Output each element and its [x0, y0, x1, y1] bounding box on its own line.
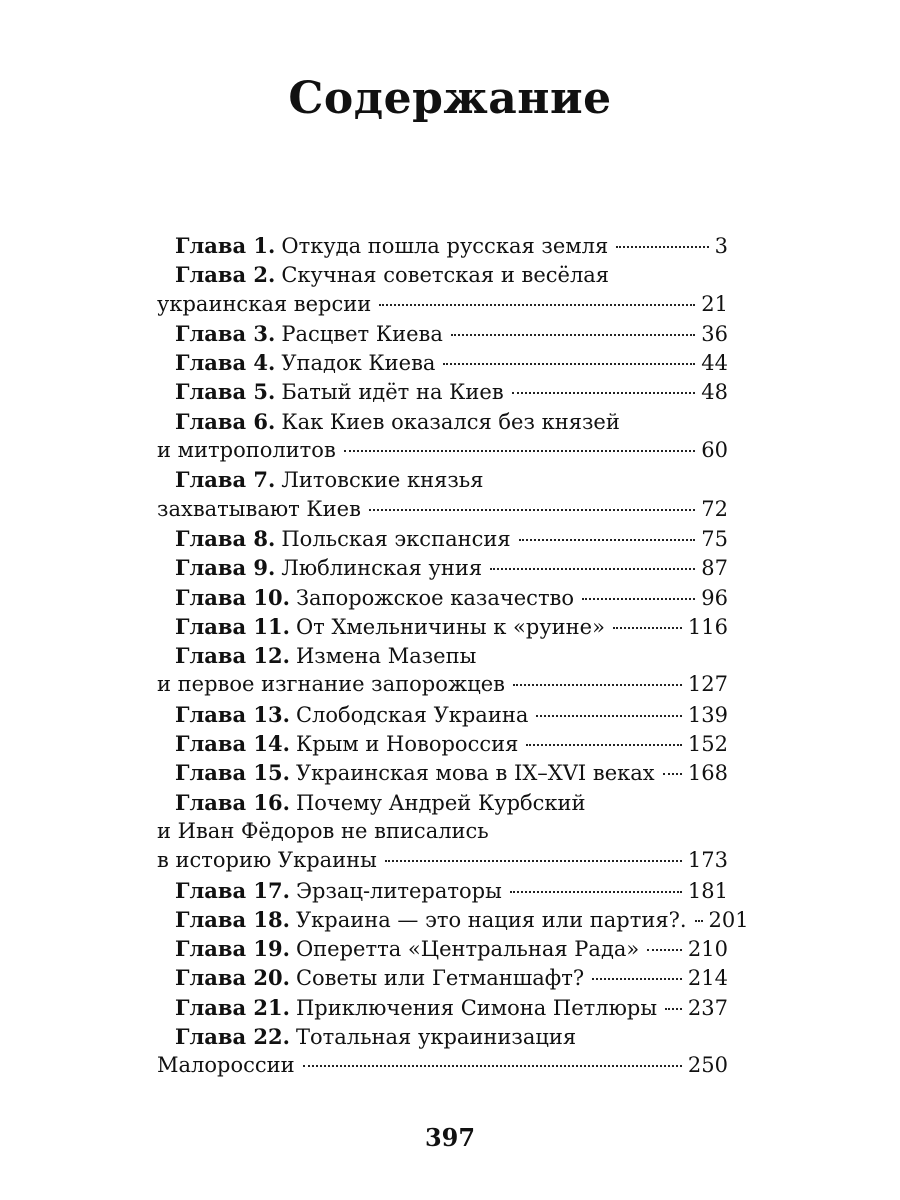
toc-entry-first-line — [157, 729, 728, 758]
chapter-title: Скучная советская и весёлая — [281, 263, 610, 288]
dot-leader — [647, 949, 682, 951]
toc-entry-first-line — [157, 583, 728, 612]
chapter-page-number: 60 — [701, 438, 728, 463]
chapter-page-number: 210 — [687, 937, 728, 962]
chapter-title: Оперетта «Центральная Рада» — [295, 937, 640, 962]
dot-leader — [695, 920, 703, 922]
chapter-page-number: 237 — [687, 995, 728, 1020]
chapter-title: Измена Мазепы — [295, 644, 477, 669]
toc-entry — [157, 963, 728, 992]
chapter-label: Глава 1. — [175, 233, 276, 258]
toc-entry-first-line — [157, 319, 728, 348]
chapter-page-number: 44 — [701, 351, 728, 376]
chapter-label: Глава 22. — [175, 1024, 290, 1050]
toc-entry-first-line — [157, 788, 728, 817]
table-of-contents — [157, 231, 749, 1081]
toc-entry-first-line — [157, 612, 728, 641]
toc-entry — [157, 260, 728, 319]
dot-leader — [592, 978, 682, 980]
toc-entry-first-line — [157, 1022, 728, 1051]
chapter-page-number: 36 — [701, 321, 728, 346]
toc-entry-first-line — [157, 934, 728, 963]
chapter-title: От Хмельничины к «руине» — [295, 614, 605, 639]
chapter-title: и митрополитов — [157, 438, 336, 463]
dot-leader — [616, 246, 708, 248]
chapter-label: Глава 16. — [175, 789, 290, 815]
chapter-label: Глава 13. — [175, 701, 290, 727]
chapter-title: Почему Андрей Курбский — [295, 790, 586, 815]
chapter-title: Приключения Симона Петлюры — [295, 995, 658, 1020]
chapter-title: Тотальная украинизация — [295, 1025, 577, 1050]
chapter-label: Глава 3. — [175, 320, 276, 346]
toc-entry — [157, 231, 728, 260]
chapter-label: Глава 7. — [175, 467, 276, 493]
toc-entry — [157, 905, 749, 934]
dot-leader — [490, 568, 695, 570]
chapter-page-number: 168 — [687, 761, 728, 786]
chapter-page-number: 87 — [701, 556, 728, 581]
toc-entry — [157, 319, 728, 348]
chapter-page-number: 75 — [701, 526, 728, 551]
chapter-title: Украинская мова в IX–XVI веках — [295, 761, 655, 786]
chapter-page-number: 181 — [687, 878, 728, 903]
dot-leader — [385, 860, 682, 862]
dot-leader — [369, 509, 695, 511]
chapter-title: Батый идёт на Киев — [281, 380, 504, 405]
page-title: Содержание — [288, 73, 612, 125]
dot-leader — [665, 1008, 682, 1010]
toc-entry-first-line — [157, 260, 728, 289]
dot-leader — [510, 891, 682, 893]
chapter-label: Глава 2. — [175, 262, 276, 288]
chapter-title: Расцвет Киева — [281, 321, 443, 346]
toc-entry-first-line — [157, 407, 728, 436]
chapter-title: Советы или Гетманшафт? — [295, 966, 585, 991]
toc-entry-continuation-line — [157, 436, 728, 465]
toc-entry — [157, 993, 728, 1022]
toc-entry — [157, 465, 728, 524]
chapter-title: Запорожское казачество — [295, 585, 575, 610]
chapter-label: Глава 8. — [175, 525, 276, 551]
chapter-label: Глава 9. — [175, 555, 276, 581]
dot-leader — [513, 684, 682, 686]
toc-entry-continuation-line — [157, 290, 728, 319]
chapter-title: Слободская Украина — [295, 702, 529, 727]
chapter-page-number: 214 — [687, 966, 728, 991]
chapter-title: и первое изгнание запорожцев — [157, 672, 505, 697]
toc-entry-first-line — [157, 700, 728, 729]
chapter-label: Глава 4. — [175, 350, 276, 376]
toc-entry — [157, 612, 728, 641]
chapter-title: Малороссии — [157, 1053, 295, 1078]
toc-entry-continuation-line — [157, 1051, 728, 1080]
chapter-label: Глава 20. — [175, 965, 290, 991]
toc-entry — [157, 758, 728, 787]
toc-entry — [157, 524, 728, 553]
toc-entry-continuation-line — [157, 846, 728, 875]
chapter-label: Глава 15. — [175, 760, 290, 786]
toc-entry-first-line — [157, 963, 728, 992]
chapter-label: Глава 14. — [175, 731, 290, 757]
chapter-page-number: 116 — [687, 614, 728, 639]
dot-leader — [536, 715, 682, 717]
chapter-label: Глава 21. — [175, 994, 290, 1020]
toc-entry-first-line — [157, 876, 728, 905]
chapter-label: Глава 6. — [175, 408, 276, 434]
toc-entry-first-line — [157, 758, 728, 787]
chapter-title: в историю Украины — [157, 848, 377, 873]
toc-entry-first-line — [157, 641, 728, 670]
dot-leader — [344, 450, 695, 452]
chapter-label: Глава 19. — [175, 936, 290, 962]
dot-leader — [451, 334, 695, 336]
chapter-page-number: 21 — [701, 291, 728, 316]
dot-leader — [379, 304, 695, 306]
toc-entry — [157, 553, 728, 582]
toc-entry-first-line — [157, 993, 728, 1022]
toc-entry-first-line — [157, 465, 728, 494]
dot-leader — [526, 744, 682, 746]
chapter-page-number: 72 — [701, 496, 728, 521]
chapter-title: Откуда пошла русская земля — [281, 234, 609, 258]
toc-entry — [157, 788, 728, 876]
chapter-title: Крым и Новороссия — [295, 732, 519, 757]
toc-entry-first-line — [157, 905, 749, 934]
chapter-title: Литовские князья — [281, 468, 484, 493]
toc-entry — [157, 700, 728, 729]
toc-entry — [157, 934, 728, 963]
dot-leader — [613, 627, 682, 629]
chapter-title: Как Киев оказался без князей — [281, 409, 620, 434]
chapter-page-number: 201 — [708, 907, 749, 932]
chapter-page-number: 96 — [701, 585, 728, 610]
chapter-label: Глава 17. — [175, 877, 290, 903]
toc-entry — [157, 641, 728, 700]
dot-leader — [582, 598, 695, 600]
chapter-title: Эрзац-литераторы — [295, 878, 502, 903]
chapter-page-number: 250 — [687, 1053, 728, 1078]
dot-leader — [303, 1065, 682, 1067]
dot-leader — [663, 773, 682, 775]
chapter-title: Упадок Киева — [281, 351, 436, 376]
toc-entry-first-line — [157, 553, 728, 582]
toc-entry-continuation-line — [157, 670, 728, 699]
toc-entry — [157, 1022, 728, 1081]
chapter-page-number: 139 — [687, 702, 728, 727]
toc-entry-first-line — [157, 377, 728, 406]
toc-entry-first-line — [157, 524, 728, 553]
chapter-label: Глава 18. — [175, 906, 290, 932]
toc-entry — [157, 377, 728, 406]
dot-leader — [519, 539, 696, 541]
chapter-label: Глава 5. — [175, 379, 276, 405]
toc-entry-continuation-line — [157, 817, 728, 846]
toc-entry — [157, 729, 728, 758]
dot-leader — [443, 363, 695, 365]
chapter-label: Глава 10. — [175, 584, 290, 610]
chapter-page-number: 127 — [687, 672, 728, 697]
chapter-page-number: 3 — [714, 234, 728, 258]
chapter-title: украинская версии — [157, 291, 372, 316]
toc-entry-first-line — [157, 348, 728, 377]
toc-entry-continuation-line — [157, 495, 728, 524]
chapter-page-number: 48 — [701, 380, 728, 405]
toc-entry — [157, 407, 728, 466]
chapter-label: Глава 11. — [175, 613, 290, 639]
page-number: 397 — [424, 1123, 476, 1152]
toc-entry — [157, 348, 728, 377]
chapter-page-number: 173 — [687, 848, 728, 873]
chapter-page-number: 152 — [687, 732, 728, 757]
chapter-title: Украина — это нация или партия?. — [295, 907, 687, 932]
chapter-title: и Иван Фёдоров не вписались — [157, 818, 489, 843]
chapter-title: Польская экспансия — [281, 526, 511, 551]
toc-entry — [157, 876, 728, 905]
chapter-title: захватывают Киев — [157, 496, 361, 521]
toc-entry — [157, 583, 728, 612]
toc-entry-first-line — [157, 231, 728, 260]
chapter-label: Глава 12. — [175, 643, 290, 669]
chapter-title: Люблинская уния — [281, 556, 483, 581]
dot-leader — [512, 392, 696, 394]
